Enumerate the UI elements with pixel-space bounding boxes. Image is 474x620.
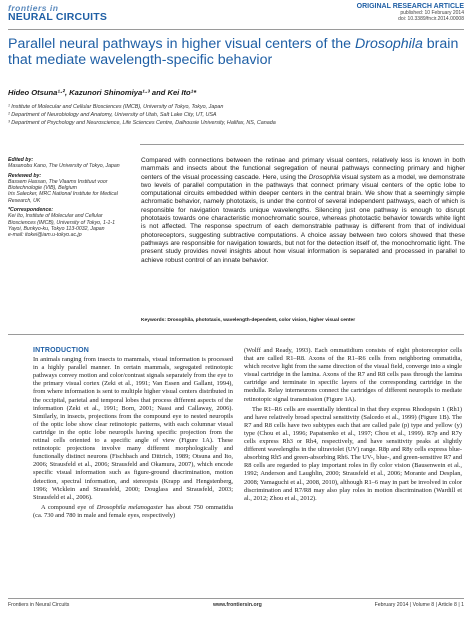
footer-rule — [8, 598, 464, 599]
doi: doi: 10.3389/fncir.2014.00008 — [398, 16, 464, 23]
left-paragraph-2 — [33, 504, 233, 520]
correspondence: Kei Ito, Institute of Molecular and Cellular Biosciences (IMCB), University of Tokyo, 1-1-1 Yayoi, Bunkyo-ku, Tokyo 113-0032, Japan e-mail: itokei@iam.u-tokyo.ac.jp — [8, 213, 116, 239]
keywords-list: Drosophila, phototaxis, wavelength-dependent, color vision, higher visual center — [166, 318, 356, 323]
left-p2-post: has about 750 ommatidia (ca. 730 and 780 in male and female eyes, respectively) — [33, 503, 233, 519]
right-paragraph-1: (Wolff and Ready, 1993). Each ommatidium consists of eight photoreceptor cells that are called R1–R8. Axons of the R1–R6 cells from neighboring ommatidia, which receive light from the same direction of the visual field, converge into a single visual cartridge in the lamina. Axons of the R7 and R8 cells pass through the lamina cartridge and terminate in specific layers of the corresponding cartridge in the medulla. Relay interneurons connect the cartridges of different neuropils to mediate retinotopic signal transmission (Figure 1A). — [244, 347, 462, 403]
left-column — [33, 347, 233, 520]
footer-journal: Frontiers in Neural Circuits — [8, 602, 70, 608]
header-rule — [8, 29, 464, 30]
title-part2: brain that mediate wavelength-specific behavior — [8, 36, 459, 68]
keywords-label: Keywords: — [141, 318, 167, 323]
right-paragraph-2: The R1–R6 cells are essentially identical in that they express Rhodopsin 1 (Rh1) and have relatively broad spectral sensitivity (Salcedo et al., 1999) (Figure 1B). The R7 and R8 cells have two subtypes each that are called pale (p) type and yellow (y) type (Chou et al., 1996; Papatsenko et al., 1997; Chou et al., 1999). R7p and R7y cells express Rh3 or Rh4, respectively, and have sensitivity peaks at slightly different wavelengths in the ultraviolet (UV) range. R8p and R8y cells express blue-absorbing Rh5 and green-absorbing Rh6. The UV-, blue-, and green-sensitive R7 and R8 cells are regarded to play important roles in fly color vision (Bausenwein et al., 1992; Anderson and Laughlin, 2000; Strausfeld et al., 2006; Morante and Desplan, 2008; Yamaguchi et al., 2008, 2010), although R1–6 may in part be involved in color discrimination and R7/R8 may also play roles in motion discrimination (Wardill et al., 2012; Zhou et al., 2012). — [244, 405, 462, 502]
journal-logo — [8, 4, 107, 22]
right-column — [244, 347, 462, 503]
editorial-sidebar — [8, 157, 128, 242]
edited-by: Masanobu Kano, The University of Tokyo, Japan — [8, 163, 120, 170]
published-date: published: 10 February 2014 — [400, 10, 464, 17]
reviewed-by-heading: Reviewed by: — [8, 172, 42, 179]
article-type: ORIGINAL RESEARCH ARTICLE — [356, 3, 464, 10]
correspondence-heading: *Correspondence: — [8, 207, 53, 214]
body-rule — [8, 334, 464, 335]
edited-by-heading: Edited by: — [8, 157, 34, 163]
abstract-post: visual system as a model, we demonstrate two levels of parallel computation in the pathways that connect primary visual centers of the optic lobe to computational circuits embedded within deeper centers in the central brain. We show that a seemingly simple achromatic behavior, namely phototaxis, is under the control of several independent pathways, each of which is responsible for navigation towards unique wavelengths. Silencing just one pathway is enough to disrupt phototaxis towards one characteristic monochromatic source, whereas phototactic behavior towards white light is not affected. The response spectrum of each demonstrable pathway is different from that of individual photoreceptors, suggesting subtractive computations. A choice assay between two colors showed that these pathways are responsible for navigation towards, but not for the detection itself of, the monochromatic light. The present study provides novel insights about how visual information is separated and processed in parallel to achieve robust control of an innate behavior. — [141, 173, 465, 264]
footer-website-link[interactable]: www.frontiersin.org — [213, 602, 262, 608]
title-italic: Drosophila — [355, 36, 423, 52]
affiliations — [8, 103, 458, 127]
abstract-italic: Drosophila — [308, 173, 340, 181]
left-p2-pre: A compound eye of — [41, 503, 97, 511]
keywords — [141, 318, 465, 324]
article-meta — [357, 4, 464, 23]
title-part1: Parallel neural pathways in higher visual centers of the — [8, 36, 352, 52]
abstract-rule — [140, 144, 464, 145]
left-p2-italic: Drosophila melanogaster — [96, 503, 164, 511]
affiliation-1: ¹ Institute of Molecular and Cellular Biosciences (IMCB), University of Tokyo, Tokyo, Japan — [8, 104, 224, 110]
author-list: Hideo Otsuna¹·², Kazunori Shinomiya¹·³ and Kei Ito¹* — [8, 88, 197, 97]
journal-logo-line2: NEURAL CIRCUITS — [8, 11, 108, 23]
reviewed-by: Bassem Hassan, The Vlaams Instituut voor Biotechnologie (VIB), Belgium Iris Salecker, MRC National Institute for Medical Research, UK — [8, 178, 118, 204]
affiliation-3: ³ Department of Psychology and Neuroscience, Life Sciences Centre, Dalhousie University, Halifax, NS, Canada — [8, 120, 276, 126]
footer-citation: February 2014 | Volume 8 | Article 8 | 1 — [374, 602, 464, 608]
abstract-pre: Compared with connections between the retinae and primary visual centers, relatively less is known in both mammals and insects about the functional segregation of neural pathways connecting primary and higher centers of the visual processing cascade. Here, using the — [141, 157, 465, 181]
article-title — [8, 36, 462, 68]
journal-logo-line1: frontiers in — [8, 3, 59, 13]
left-paragraph-1: In animals ranging from insects to mammals, visual information is processed in a highly parallel manner. In certain mammals, segregated retinotopic pathways convey motion and color/contrast signals separately from the eye to the primary visual cortex (Zeki et al., 1991; Van Essen and Gallant, 1994), from where information is sent to multiple higher visual centers distributed in the occipital, parietal and temporal lobes that process different aspects of the information (Zeki et al., 1991; Born, 2001; Nassi and Callaway, 2006). Similarly, in insects, projections from the compound eye to nested neuropils of the optic lobe show clear retinotopic patterns, with each columnar visual cartridge in the optic lobe neuropils having specific projection from the retinal cells oriented to a specific angle of view (Figure 1A). These retinotopic projections involve many different morphologically and functionally distinct neurons (Fischbach and Dittrich, 1989; Otsuna and Ito, 2006; Strausfeld et al., 2006; Strausfeld and Okamura, 2007), which encode specific visual information such as figure-ground discrimination, motion detection, spectral information, and stereopsis (Krapp and Hengstenberg, 1996; Wicklein and Strausfeld, 2000; Douglass and Strausfeld, 2003; Strausfeld et al., 2006). — [33, 356, 233, 501]
intro-heading: INTRODUCTION — [33, 347, 90, 354]
affiliation-2: ² Department of Neurobiology and Anatomy, University of Utah, Salt Lake City, UT, USA — [8, 112, 217, 118]
abstract — [141, 157, 465, 265]
